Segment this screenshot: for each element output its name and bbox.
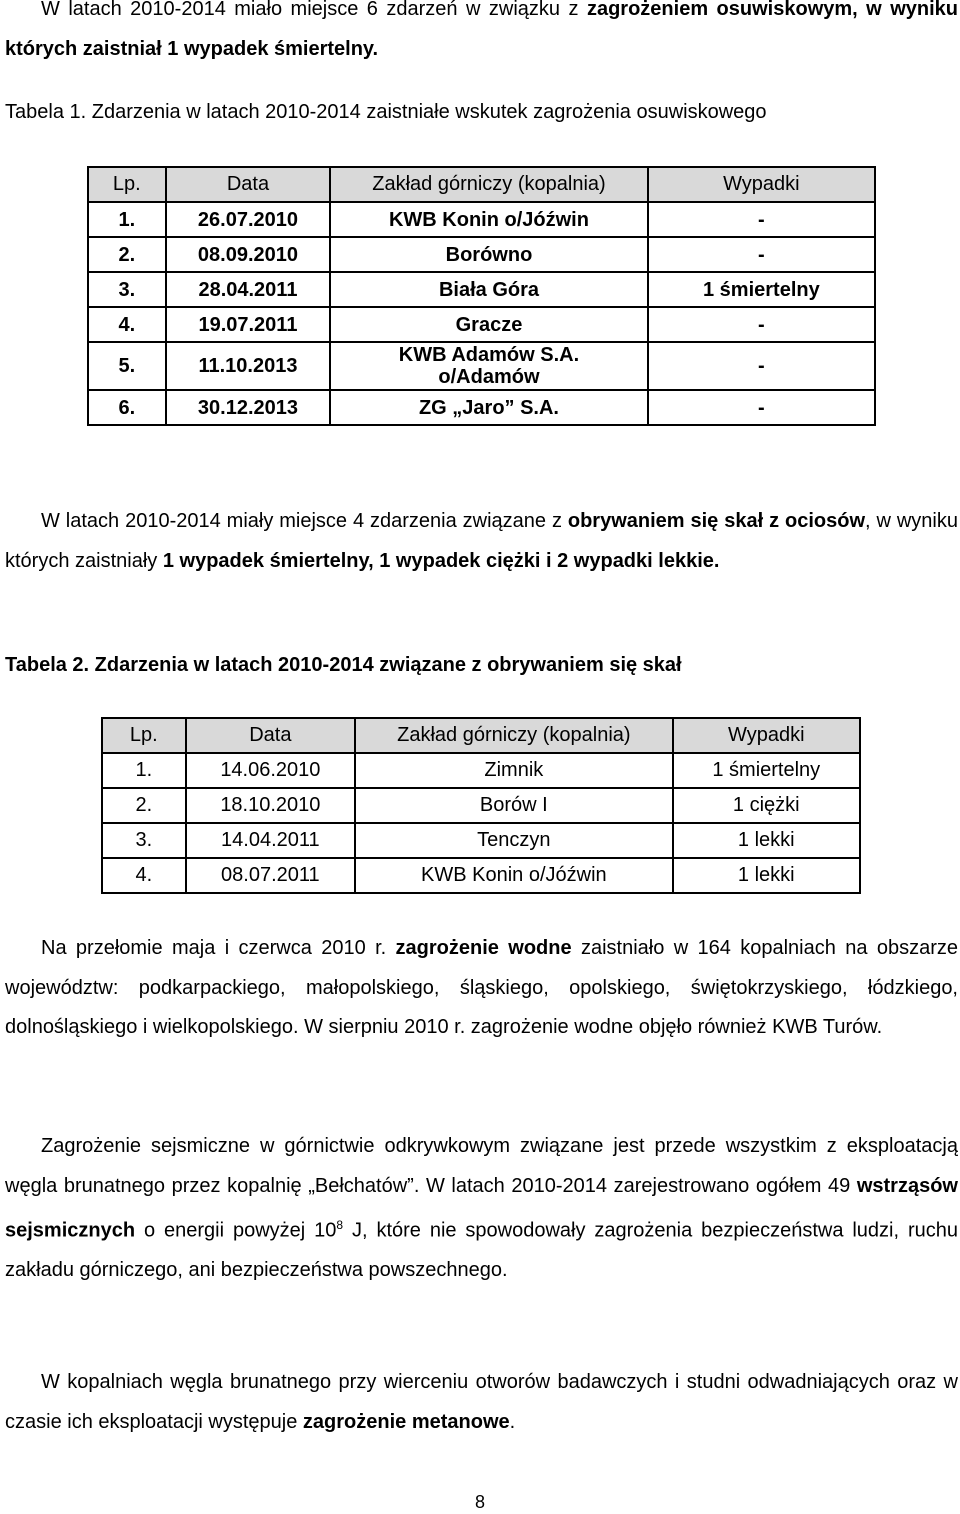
- table-row: [88, 390, 875, 425]
- cell-mine: Borówno: [330, 237, 647, 272]
- cell-accidents: -: [648, 307, 875, 342]
- paragraph-bold: 1 wypadek śmiertelny, 1 wypadek ciężki i 2 wypadki lekkie.: [162, 549, 720, 572]
- cell-accidents: 1 śmiertelny: [673, 753, 860, 788]
- cell-mine-line2: o/Adamów: [438, 366, 540, 388]
- cell-date: 08.07.2011: [186, 858, 356, 893]
- cell-date: 14.04.2011: [186, 823, 356, 858]
- header-date: Data: [186, 718, 356, 753]
- paragraph-text: W kopalniach węgla brunatnego przy wierceniu otworów badawczych i studni odwadniających oraz w czasie ich eksploatacji występuje: [5, 1371, 958, 1433]
- cell-date: 08.09.2010: [166, 237, 331, 272]
- cell-date: 18.10.2010: [186, 788, 356, 823]
- paragraph-text: W latach 2010-2014 miało miejsce 6 zdarzeń w związku z: [41, 0, 587, 20]
- cell-mine: Gracze: [330, 307, 647, 342]
- paragraph-bold: zagrożenie metanowe: [302, 1410, 510, 1433]
- cell-mine: Biała Góra: [330, 272, 647, 307]
- cell-date: 11.10.2013: [166, 342, 331, 390]
- table-caption-1: Tabela 1. Zdarzenia w latach 2010-2014 zaistniałe wskutek zagrożenia osuwiskowego: [5, 101, 767, 123]
- table-row: [102, 788, 860, 823]
- cell-lp: 1.: [88, 202, 166, 237]
- table-header-row: [88, 167, 875, 202]
- paragraph-text: W latach 2010-2014 miały miejsce 4 zdarzenia związane z: [41, 510, 568, 532]
- cell-lp: 3.: [88, 272, 166, 307]
- paragraph-bold: zagrożenie wodne: [395, 937, 572, 959]
- cell-date: 19.07.2011: [166, 307, 331, 342]
- table-row: [102, 823, 860, 858]
- header-lp: Lp.: [88, 167, 166, 202]
- paragraph-text: o energii powyżej 10: [135, 1219, 337, 1242]
- cell-lp: 5.: [88, 342, 166, 390]
- cell-accidents: -: [648, 390, 875, 425]
- cell-mine: [330, 342, 647, 390]
- table-landslide-events: [87, 166, 876, 426]
- header-date: Data: [166, 167, 331, 202]
- cell-mine: Tenczyn: [355, 823, 672, 858]
- cell-mine: Borów I: [355, 788, 672, 823]
- cell-lp: 4.: [102, 858, 186, 893]
- paragraph-landslide: [5, 0, 958, 69]
- cell-mine: KWB Konin o/Jóźwin: [355, 858, 672, 893]
- cell-accidents: 1 ciężki: [673, 788, 860, 823]
- paragraph-text: J, które nie spowodowały zagrożenia bezpieczeństwa ludzi, ruchu zakładu górniczego, ani bezpieczeństwa powszechnego.: [5, 1219, 958, 1282]
- cell-accidents: 1 lekki: [673, 858, 860, 893]
- paragraph-bold: zagrożeniem osuwiskowym, w wyniku których zaistniał 1 wypadek śmiertelny.: [5, 0, 958, 60]
- paragraph-methane-hazard: [5, 1363, 958, 1442]
- superscript: 8: [336, 1218, 344, 1232]
- header-accidents: Wypadki: [673, 718, 860, 753]
- table-row: [88, 202, 875, 237]
- cell-accidents: 1 lekki: [673, 823, 860, 858]
- table-header-row: [102, 718, 860, 753]
- cell-lp: 2.: [88, 237, 166, 272]
- cell-date: 28.04.2011: [166, 272, 331, 307]
- cell-accidents: -: [648, 237, 875, 272]
- table-row: [88, 237, 875, 272]
- cell-mine: ZG „Jaro” S.A.: [330, 390, 647, 425]
- cell-date: 30.12.2013: [166, 390, 331, 425]
- paragraph-text: zaistniało w 164 kopalniach na obszarze województw: podkarpackiego, małopolskiego, śląskiego, opolskiego, świętokrzyskiego, łódzkiego, dolnośląskiego i wielkopolskiego. W sierpniu 2010 r. zagrożenie wodne objęło również KWB Turów.: [5, 937, 958, 1038]
- paragraph-seismic-hazard: [5, 1127, 958, 1291]
- header-mine: Zakład górniczy (kopalnia): [330, 167, 647, 202]
- table-row: [88, 272, 875, 307]
- table-row: [102, 858, 860, 893]
- paragraph-bold: obrywaniem się skał z ociosów: [567, 510, 866, 532]
- paragraph-text: .: [509, 1410, 516, 1433]
- cell-accidents: -: [648, 202, 875, 237]
- paragraph-bold: wstrząsów sejsmicznych: [5, 1174, 958, 1242]
- table-row: [88, 342, 875, 390]
- table-row: [102, 753, 860, 788]
- cell-mine: KWB Konin o/Jóźwin: [330, 202, 647, 237]
- table-caption-2: Tabela 2. Zdarzenia w latach 2010-2014 związane z obrywaniem się skał: [5, 654, 682, 676]
- paragraph-text: Zagrożenie sejsmiczne w górnictwie odkrywkowym związane jest przede wszystkim z eksploatacją węgla brunatnego przez kopalnię „Bełchatów”. W latach 2010-2014 zarejestrowano ogółem 49: [5, 1135, 958, 1197]
- cell-lp: 4.: [88, 307, 166, 342]
- cell-lp: 2.: [102, 788, 186, 823]
- page-number: 8: [474, 1492, 485, 1512]
- header-accidents: Wypadki: [648, 167, 875, 202]
- paragraph-water-hazard: [5, 929, 958, 1048]
- paragraph-text: Na przełomie maja i czerwca 2010 r.: [41, 937, 396, 959]
- cell-mine-line1: KWB Adamów S.A.: [398, 344, 580, 366]
- header-mine: Zakład górniczy (kopalnia): [355, 718, 672, 753]
- paragraph-text: , w wyniku których zaistniały: [5, 510, 958, 572]
- cell-accidents: 1 śmiertelny: [648, 272, 875, 307]
- cell-lp: 1.: [102, 753, 186, 788]
- table-rock-fall-events: [101, 717, 861, 894]
- paragraph-rock-falls: [5, 502, 958, 581]
- cell-date: 14.06.2010: [186, 753, 356, 788]
- cell-date: 26.07.2010: [166, 202, 331, 237]
- header-lp: Lp.: [102, 718, 186, 753]
- cell-mine: Zimnik: [355, 753, 672, 788]
- table-row: [88, 307, 875, 342]
- cell-lp: 6.: [88, 390, 166, 425]
- cell-accidents: -: [648, 342, 875, 390]
- cell-lp: 3.: [102, 823, 186, 858]
